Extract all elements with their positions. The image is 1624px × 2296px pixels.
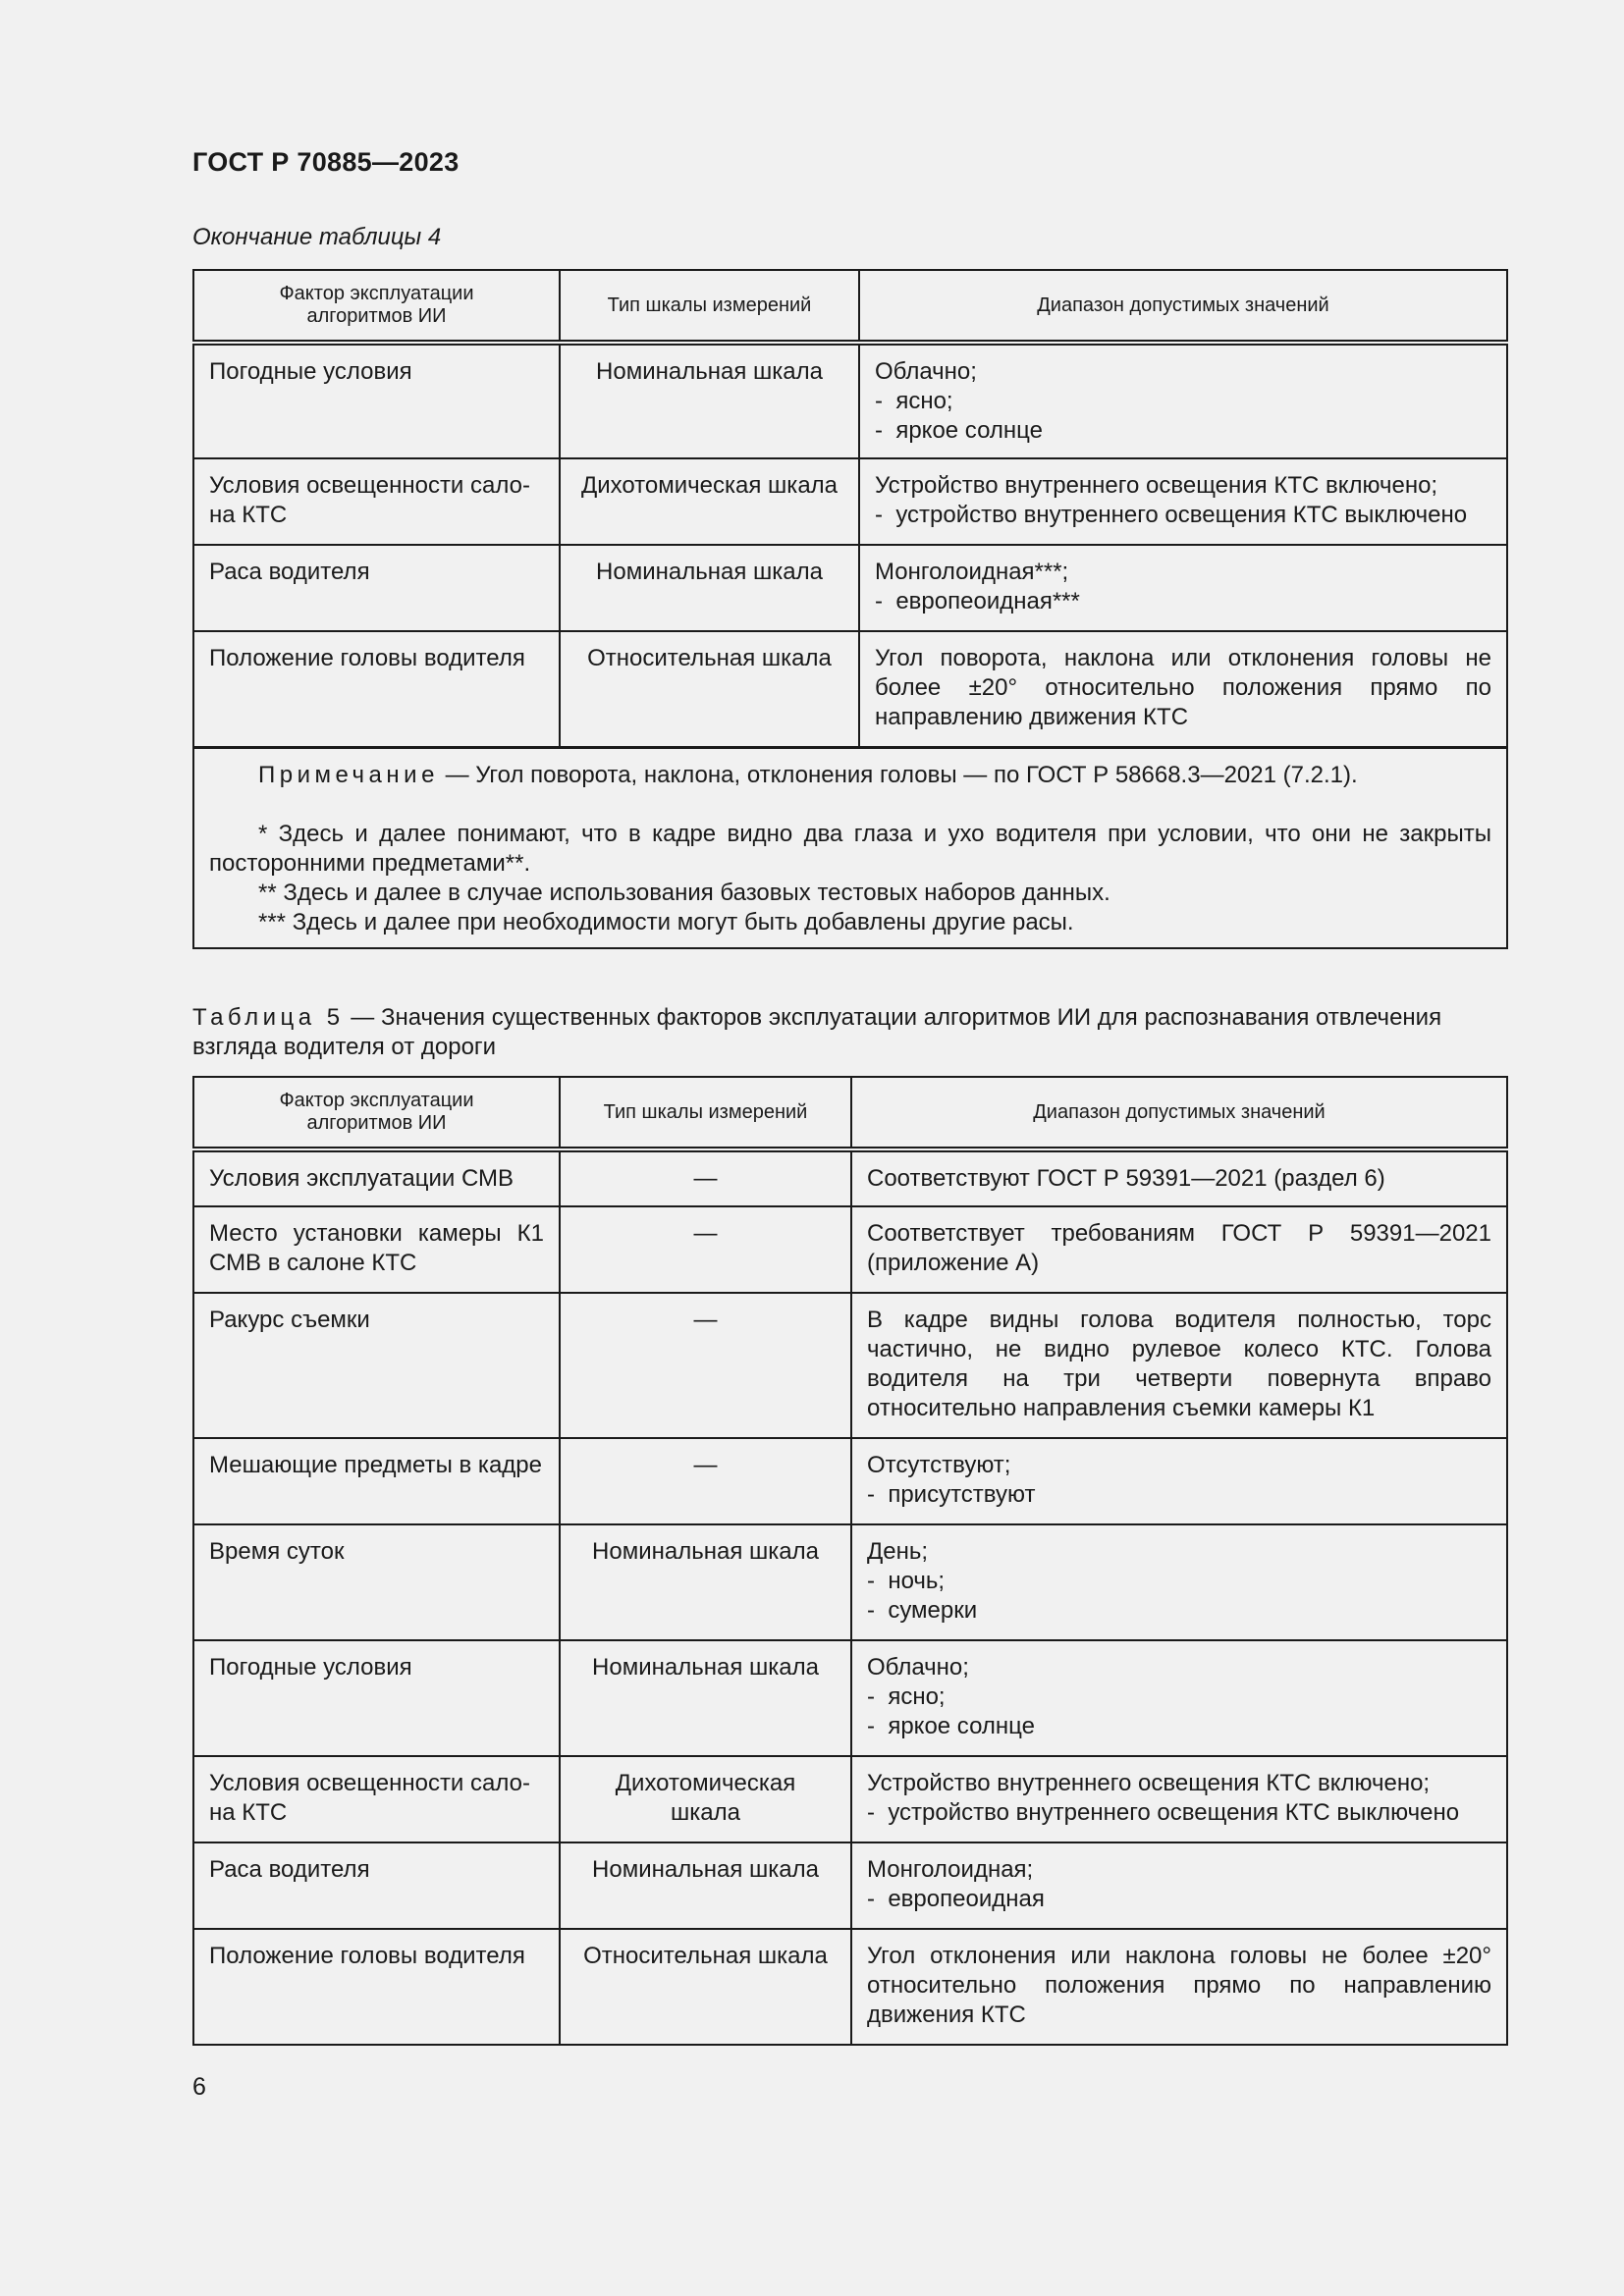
header-range: Диапазон допустимых значений bbox=[859, 270, 1507, 343]
row-range: Угол поворота, наклона или отклонения головы не более ±20° относительно положения прямо по направлению движения КТС bbox=[859, 631, 1507, 747]
range-line: - ясно; bbox=[867, 1682, 1491, 1712]
table-5-label: Таблица 5 bbox=[192, 1004, 345, 1031]
row-range bbox=[859, 545, 1507, 631]
row-range bbox=[851, 1842, 1507, 1929]
footnote: * Здесь и далее понимают, что в кадре видно два глаза и ухо водителя при условии, что они не закрыты посторонними предметами**. bbox=[209, 820, 1491, 877]
header-factor: Фактор эксплуатации алгоритмов ИИ bbox=[193, 270, 560, 343]
range-line: - европеоидная*** bbox=[875, 587, 1491, 616]
range-line: День; bbox=[867, 1538, 929, 1565]
row-factor: Условия освещенности сало- на КТС bbox=[193, 1756, 560, 1842]
row-factor: Условия освещенности сало- на КТС bbox=[193, 458, 560, 545]
row-factor: Мешающие предметы в кадре bbox=[193, 1438, 560, 1524]
row-factor: Раса водителя bbox=[193, 545, 560, 631]
table-row bbox=[193, 1149, 1507, 1206]
range-line: - ясно; bbox=[875, 387, 1491, 416]
range-line: - устройство внутреннего освещения КТС выключено bbox=[867, 1798, 1491, 1828]
row-scale: Дихотомическая шкала bbox=[560, 458, 859, 545]
range-line: Монголоидная***; bbox=[875, 559, 1069, 585]
row-factor: Место установки камеры К1 СМВ в салоне КТС bbox=[193, 1206, 560, 1293]
header-scale: Тип шкалы измерений bbox=[560, 270, 859, 343]
row-scale: — bbox=[560, 1149, 851, 1206]
row-scale: Дихотомическая шкала bbox=[560, 1756, 851, 1842]
table-row bbox=[193, 545, 1507, 631]
row-range bbox=[851, 1756, 1507, 1842]
row-factor: Положение головы водителя bbox=[193, 1929, 560, 2045]
range-line: - присутствуют bbox=[867, 1480, 1491, 1510]
footnote: ** Здесь и далее в случае использования базовых тестовых наборов данных. bbox=[258, 879, 1110, 906]
table-4 bbox=[192, 269, 1508, 949]
header-factor: Фактор эксплуатации алгоритмов ИИ bbox=[193, 1077, 560, 1149]
table-row bbox=[193, 1842, 1507, 1929]
row-range bbox=[859, 343, 1507, 458]
row-scale: Номинальная шкала bbox=[560, 1842, 851, 1929]
range-line: Облачно; bbox=[875, 358, 977, 385]
row-scale: Номинальная шкала bbox=[560, 545, 859, 631]
table-row bbox=[193, 458, 1507, 545]
row-scale: — bbox=[560, 1293, 851, 1438]
table-row bbox=[193, 1206, 1507, 1293]
header-range: Диапазон допустимых значений bbox=[851, 1077, 1507, 1149]
range-line: Устройство внутреннего освещения КТС включено; bbox=[875, 472, 1438, 499]
row-scale: Относительная шкала bbox=[560, 631, 859, 747]
range-line: - яркое солнце bbox=[867, 1712, 1491, 1741]
note-row bbox=[193, 747, 1507, 948]
table-continuation-label: Окончание таблицы 4 bbox=[192, 224, 442, 250]
range-line: Отсутствуют; bbox=[867, 1452, 1011, 1478]
document-code: ГОСТ Р 70885—2023 bbox=[192, 147, 460, 177]
row-scale: — bbox=[560, 1438, 851, 1524]
row-range bbox=[851, 1438, 1507, 1524]
table-row bbox=[193, 1756, 1507, 1842]
row-scale: Номинальная шкала bbox=[560, 1524, 851, 1640]
row-factor: Погодные условия bbox=[193, 343, 560, 458]
row-range bbox=[859, 458, 1507, 545]
table-row bbox=[193, 1293, 1507, 1438]
row-range bbox=[851, 1524, 1507, 1640]
table-header-row bbox=[193, 1077, 1507, 1149]
note-paragraph bbox=[209, 761, 1491, 790]
row-range: В кадре видны голова водителя полностью, торс частично, не видно рулевое колесо КТС. Голова водителя на три четверти повернута вправо относительно направления съемки камеры К1 bbox=[851, 1293, 1507, 1438]
row-scale: Относительная шкала bbox=[560, 1929, 851, 2045]
row-scale: Номинальная шкала bbox=[560, 1640, 851, 1756]
table-5-title: — Значения существенных факторов эксплуатации алгоритмов ИИ для распознавания отвлечения взгляда водителя от дороги bbox=[192, 1004, 1442, 1060]
footnote: *** Здесь и далее при необходимости могут быть добавлены другие расы. bbox=[258, 908, 1074, 935]
table-row bbox=[193, 1640, 1507, 1756]
row-factor: Положение головы водителя bbox=[193, 631, 560, 747]
table-row bbox=[193, 1438, 1507, 1524]
row-scale: Номинальная шкала bbox=[560, 343, 859, 458]
row-factor: Условия эксплуатации СМВ bbox=[193, 1149, 560, 1206]
range-line: - ночь; bbox=[867, 1567, 1491, 1596]
range-line: Облачно; bbox=[867, 1654, 969, 1681]
range-line: - устройство внутреннего освещения КТС выключено bbox=[875, 501, 1491, 530]
row-factor: Погодные условия bbox=[193, 1640, 560, 1756]
table-row bbox=[193, 1524, 1507, 1640]
range-line: - яркое солнце bbox=[875, 416, 1491, 446]
header-scale: Тип шкалы измерений bbox=[560, 1077, 851, 1149]
table-5 bbox=[192, 1076, 1508, 2046]
row-range bbox=[851, 1640, 1507, 1756]
row-range: Угол отклонения или наклона головы не более ±20° относительно положения прямо по направлению движения КТС bbox=[851, 1929, 1507, 2045]
row-factor: Раса водителя bbox=[193, 1842, 560, 1929]
row-factor: Время суток bbox=[193, 1524, 560, 1640]
table-row bbox=[193, 631, 1507, 747]
range-line: Монголоидная; bbox=[867, 1856, 1034, 1883]
row-factor: Ракурс съемки bbox=[193, 1293, 560, 1438]
row-range: Соответствуют ГОСТ Р 59391—2021 (раздел 6) bbox=[851, 1149, 1507, 1206]
range-line: - европеоидная bbox=[867, 1885, 1491, 1914]
table-5-caption bbox=[192, 1003, 1508, 1062]
table-row bbox=[193, 1929, 1507, 2045]
range-line: - сумерки bbox=[867, 1596, 1491, 1626]
row-scale: — bbox=[560, 1206, 851, 1293]
note-label: Примечание bbox=[258, 761, 439, 788]
table-header-row bbox=[193, 270, 1507, 343]
range-line: Устройство внутреннего освещения КТС включено; bbox=[867, 1770, 1431, 1796]
note-cell bbox=[193, 747, 1507, 948]
row-range: Соответствует требованиям ГОСТ Р 59391—2021 (приложение А) bbox=[851, 1206, 1507, 1293]
table-row bbox=[193, 343, 1507, 458]
note-text: — Угол поворота, наклона, отклонения головы — по ГОСТ Р 58668.3—2021 (7.2.1). bbox=[438, 761, 1358, 788]
page-number: 6 bbox=[192, 2073, 206, 2101]
